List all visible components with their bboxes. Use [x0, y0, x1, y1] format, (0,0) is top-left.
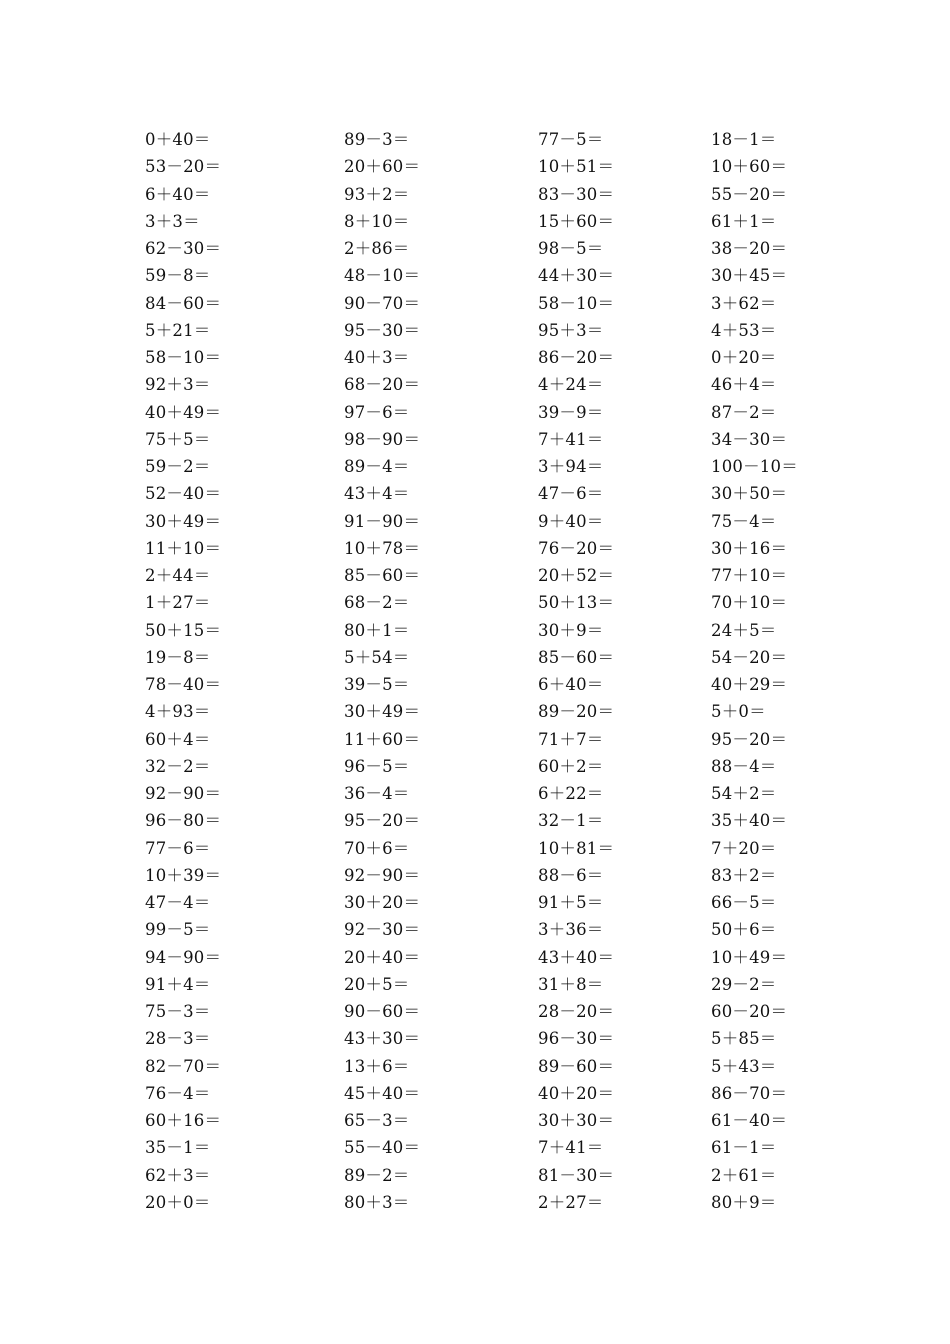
- problem-item: 89－3＝: [344, 130, 410, 149]
- problem-item: 13＋6＝: [344, 1056, 410, 1076]
- problem-item: 94－90＝: [145, 947, 222, 967]
- problem-item: 3＋94＝: [538, 457, 604, 476]
- problem-item: 75－3＝: [145, 1002, 211, 1021]
- problem-item: 5＋54＝: [344, 647, 410, 667]
- problem-item: 43＋30＝: [344, 1029, 421, 1049]
- problem-item: 93＋2＝: [344, 184, 410, 204]
- problem-item: 100－10＝: [711, 457, 798, 476]
- problem-item: 60＋16＝: [145, 1111, 222, 1130]
- problem-item: 30＋20＝: [344, 893, 421, 912]
- problem-item: 80＋3＝: [344, 1192, 410, 1212]
- problem-item: 10＋78＝: [344, 538, 421, 558]
- problem-item: 30＋9＝: [538, 620, 604, 640]
- problem-item: 10＋60＝: [711, 157, 788, 177]
- problem-item: 92－90＝: [344, 865, 421, 885]
- problem-item: 44＋30＝: [538, 266, 615, 286]
- problem-item: 77－6＝: [145, 838, 211, 858]
- problem-item: 9＋40＝: [538, 511, 604, 531]
- problem-item: 82－70＝: [145, 1056, 222, 1076]
- problem-item: 54－20＝: [711, 647, 788, 667]
- problem-item: 83＋2＝: [711, 865, 777, 885]
- problem-item: 0＋40＝: [145, 130, 211, 149]
- problem-item: 47－6＝: [538, 484, 604, 504]
- problem-item: 30＋30＝: [538, 1111, 615, 1130]
- problem-item: 65－3＝: [344, 1111, 410, 1130]
- problem-item: 98－90＝: [344, 429, 421, 449]
- problem-item: 95＋3＝: [538, 320, 604, 340]
- problem-item: 20＋40＝: [344, 947, 421, 967]
- problem-item: 50＋13＝: [538, 593, 615, 613]
- problem-item: 39－5＝: [344, 675, 410, 694]
- problem-item: 19－8＝: [145, 647, 211, 667]
- problem-item: 77＋10＝: [711, 566, 788, 585]
- problem-item: 38－20＝: [711, 239, 788, 258]
- problem-item: 70＋6＝: [344, 838, 410, 858]
- problem-item: 31＋8＝: [538, 974, 604, 994]
- problem-item: 96－5＝: [344, 756, 410, 776]
- problem-item: 90－70＝: [344, 293, 421, 313]
- problem-item: 7＋20＝: [711, 838, 777, 858]
- problem-item: 32－1＝: [538, 811, 604, 831]
- problem-item: 91＋4＝: [145, 974, 211, 994]
- problem-item: 58－10＝: [145, 348, 222, 367]
- problem-item: 4＋53＝: [711, 320, 777, 340]
- problem-item: 61＋1＝: [711, 211, 777, 231]
- problem-item: 36－4＝: [344, 784, 410, 803]
- problem-item: 45＋40＝: [344, 1083, 421, 1103]
- problem-item: 68－20＝: [344, 375, 421, 395]
- problem-item: 92－30＝: [344, 920, 421, 940]
- problem-item: 6＋40＝: [538, 675, 604, 694]
- problem-item: 62＋3＝: [145, 1165, 211, 1185]
- problem-item: 95－20＝: [711, 729, 788, 749]
- problem-item: 8＋10＝: [344, 211, 410, 231]
- problem-item: 6＋40＝: [145, 184, 211, 204]
- problem-item: 20＋5＝: [344, 974, 410, 994]
- problem-item: 35＋40＝: [711, 811, 788, 831]
- problem-item: 10＋39＝: [145, 865, 222, 885]
- problem-item: 7＋41＝: [538, 429, 604, 449]
- problem-item: 71＋7＝: [538, 729, 604, 749]
- problem-item: 0＋20＝: [711, 348, 777, 367]
- problem-item: 24＋5＝: [711, 620, 777, 640]
- problem-item: 53－20＝: [145, 157, 222, 177]
- problem-item: 4＋93＝: [145, 702, 211, 722]
- problem-item: 18－1＝: [711, 130, 777, 149]
- problem-item: 28－20＝: [538, 1002, 615, 1021]
- problem-item: 98－5＝: [538, 239, 604, 258]
- problem-item: 2＋27＝: [538, 1192, 604, 1212]
- problem-item: 87－2＝: [711, 402, 777, 422]
- problem-item: 20＋60＝: [344, 157, 421, 177]
- problem-item: 89－60＝: [538, 1056, 615, 1076]
- problem-item: 50＋15＝: [145, 620, 222, 640]
- problem-item: 61－1＝: [711, 1138, 777, 1158]
- problem-item: 2＋61＝: [711, 1165, 777, 1185]
- problem-item: 2＋86＝: [344, 239, 410, 258]
- problem-item: 85－60＝: [538, 647, 615, 667]
- problem-item: 30＋49＝: [145, 511, 222, 531]
- problem-item: 68－2＝: [344, 593, 410, 613]
- problem-item: 95－20＝: [344, 811, 421, 831]
- problem-item: 40＋29＝: [711, 675, 788, 694]
- problem-item: 29－2＝: [711, 974, 777, 994]
- problem-item: 11＋60＝: [344, 729, 421, 749]
- problem-item: 60－20＝: [711, 1002, 788, 1021]
- problem-item: 3＋36＝: [538, 920, 604, 940]
- problem-item: 91＋5＝: [538, 893, 604, 912]
- problem-item: 58－10＝: [538, 293, 615, 313]
- problem-item: 84－60＝: [145, 293, 222, 313]
- problem-item: 43＋4＝: [344, 484, 410, 504]
- problem-item: 88－6＝: [538, 865, 604, 885]
- problem-item: 89－20＝: [538, 702, 615, 722]
- problem-item: 6＋22＝: [538, 784, 604, 803]
- problem-item: 91－90＝: [344, 511, 421, 531]
- problem-item: 30＋16＝: [711, 538, 788, 558]
- problem-item: 60＋4＝: [145, 729, 211, 749]
- problem-item: 89－4＝: [344, 457, 410, 476]
- problem-item: 5＋0＝: [711, 702, 766, 722]
- problem-item: 92＋3＝: [145, 375, 211, 395]
- problem-item: 81－30＝: [538, 1165, 615, 1185]
- problem-item: 48－10＝: [344, 266, 421, 286]
- problem-item: 10＋49＝: [711, 947, 788, 967]
- problem-item: 92－90＝: [145, 784, 222, 803]
- problem-item: 85－60＝: [344, 566, 421, 585]
- problem-item: 32－2＝: [145, 756, 211, 776]
- problem-item: 88－4＝: [711, 756, 777, 776]
- problem-item: 66－5＝: [711, 893, 777, 912]
- problem-item: 4＋24＝: [538, 375, 604, 395]
- problem-item: 28－3＝: [145, 1029, 211, 1049]
- problem-item: 54＋2＝: [711, 784, 777, 803]
- problem-item: 61－40＝: [711, 1111, 788, 1130]
- problem-item: 10＋81＝: [538, 838, 615, 858]
- problem-item: 50＋6＝: [711, 920, 777, 940]
- problem-item: 86－20＝: [538, 348, 615, 367]
- problem-item: 30＋49＝: [344, 702, 421, 722]
- problem-item: 47－4＝: [145, 893, 211, 912]
- problem-item: 2＋44＝: [145, 566, 211, 585]
- problem-item: 89－2＝: [344, 1165, 410, 1185]
- problem-item: 76－4＝: [145, 1083, 211, 1103]
- problem-item: 11＋10＝: [145, 538, 222, 558]
- problem-item: 96－30＝: [538, 1029, 615, 1049]
- problem-item: 80＋9＝: [711, 1192, 777, 1212]
- problem-item: 15＋60＝: [538, 211, 615, 231]
- problem-item: 34－30＝: [711, 429, 788, 449]
- problem-item: 70＋10＝: [711, 593, 788, 613]
- problem-item: 5＋43＝: [711, 1056, 777, 1076]
- problem-item: 75－4＝: [711, 511, 777, 531]
- arithmetic-worksheet: [0, 126, 950, 1226]
- problem-item: 1＋27＝: [145, 593, 211, 613]
- problem-item: 83－30＝: [538, 184, 615, 204]
- problem-item: 40＋3＝: [344, 348, 410, 367]
- problem-item: 62－30＝: [145, 239, 222, 258]
- problem-item: 7＋41＝: [538, 1138, 604, 1158]
- problem-item: 35－1＝: [145, 1138, 211, 1158]
- problem-item: 76－20＝: [538, 538, 615, 558]
- problem-item: 78－40＝: [145, 675, 222, 694]
- problem-item: 5＋85＝: [711, 1029, 777, 1049]
- problem-item: 86－70＝: [711, 1083, 788, 1103]
- problem-item: 40＋20＝: [538, 1083, 615, 1103]
- problem-item: 5＋21＝: [145, 320, 211, 340]
- problem-item: 80＋1＝: [344, 620, 410, 640]
- problem-item: 96－80＝: [145, 811, 222, 831]
- problem-item: 90－60＝: [344, 1002, 421, 1021]
- problem-item: 3＋3＝: [145, 211, 200, 231]
- problem-item: 43＋40＝: [538, 947, 615, 967]
- problem-column-1: [145, 126, 221, 1216]
- problem-item: 30＋45＝: [711, 266, 788, 286]
- problem-item: 20＋0＝: [145, 1192, 211, 1212]
- problem-item: 99－5＝: [145, 920, 211, 940]
- problem-item: 97－6＝: [344, 402, 410, 422]
- problem-item: 52－40＝: [145, 484, 222, 504]
- problem-item: 55－40＝: [344, 1138, 421, 1158]
- problem-item: 77－5＝: [538, 130, 604, 149]
- problem-item: 95－30＝: [344, 320, 421, 340]
- problem-item: 46＋4＝: [711, 375, 777, 395]
- problem-item: 10＋51＝: [538, 157, 615, 177]
- problem-item: 39－9＝: [538, 402, 604, 422]
- problem-item: 60＋2＝: [538, 756, 604, 776]
- problem-column-2: [344, 126, 420, 1216]
- problem-column-3: [538, 126, 614, 1216]
- problem-item: 55－20＝: [711, 184, 788, 204]
- problem-item: 20＋52＝: [538, 566, 615, 585]
- problem-item: 75＋5＝: [145, 429, 211, 449]
- problem-item: 3＋62＝: [711, 293, 777, 313]
- problem-item: 30＋50＝: [711, 484, 788, 504]
- problem-item: 59－2＝: [145, 457, 211, 476]
- problem-column-4: [711, 126, 798, 1216]
- problem-item: 59－8＝: [145, 266, 211, 286]
- problem-item: 40＋49＝: [145, 402, 222, 422]
